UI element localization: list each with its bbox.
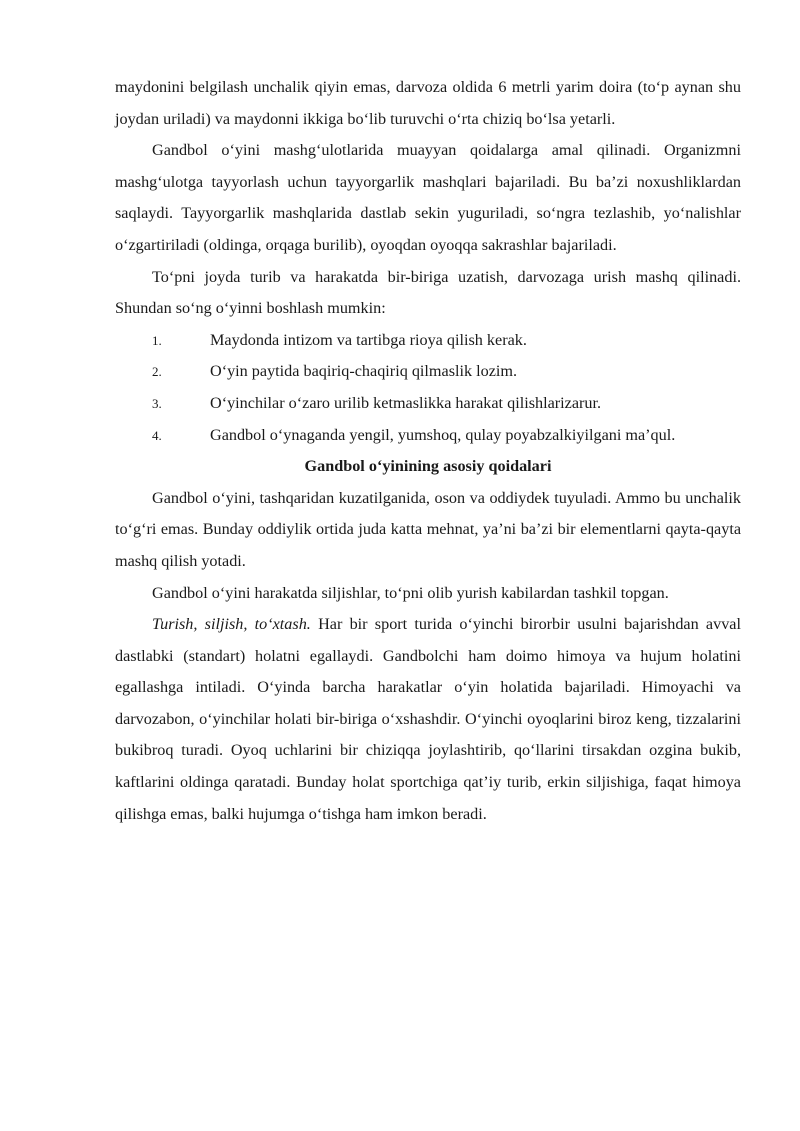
list-item-text: O‘yin paytida baqiriq-chaqiriq qilmaslik lozim. <box>210 362 518 381</box>
section-heading: Gandbol o‘yinining asosiy qoidalari <box>304 457 552 476</box>
list-item-number: 3. <box>152 395 162 411</box>
paragraph-game-elements: Gandbol o‘yini harakatda siljishlar, to‘pni olib yurish kabilardan tashkil topgan. <box>152 583 669 602</box>
list-item-number: 4. <box>152 427 162 443</box>
list-item-text: Gandbol o‘ynaganda yengil, yumshoq, qulay poyabzalkiyilgani ma’qul. <box>210 425 676 444</box>
list-item-number: 2. <box>152 364 162 380</box>
list-item <box>115 356 741 388</box>
list-item <box>115 388 741 420</box>
list-item-number: 1. <box>152 332 162 348</box>
list-item-text: Maydonda intizom va tartibga rioya qilish kerak. <box>210 330 527 349</box>
list-item-text: O‘yinchilar o‘zaro urilib ketmaslikka harakat qilishlarizarur. <box>210 393 602 412</box>
paragraph-training-rules: Gandbol o‘yini mashg‘ulotlarida muayyan qoidalarga amal qilinadi. Organizmni mashg‘ulotga tayyorlash uchun tayyorgarlik mashqlari bajariladi. Bu ba’zi noxushliklardan saqlaydi. Tayyorgarlik mashqlarida dastlab sekin yuguriladi, so‘ngra tezlashib, yo‘nalishlar o‘zgartiriladi (oldinga, orqaga burilib), oyoqdan oyoqqa sakrashlar bajariladi. <box>115 141 741 254</box>
stance-lead-term: Turish, siljish, to‘xtash. <box>152 615 311 634</box>
paragraph-stance <box>115 609 741 830</box>
list-item <box>115 420 741 452</box>
stance-body-text: Har bir sport turida o‘yinchi birorbir usulni bajarishdan avval dastlabki (standart) holatni egallaydi. Gandbolchi ham doimo himoya va hujum holatini egallashga intiladi. O‘yinda barcha harakatlar o‘yin holatida bajariladi. Himoyachi va darvozabon, o‘yinchilar holati bir-biriga o‘xshashdir. O‘yinchi oyoqlarini biroz keng, tizzalarini bukibroq turadi. Oyoq uchlarini bir chiziqqa joylashtirib, qo‘llarini tirsakdan ozgina bukib, kaftlarini oldinga qaratadi. Bunday holat sportchiga qat’iy turib, erkin siljishiga, faqat himoya qilishga emas, balki hujumga o‘tishga ham imkon beradi. <box>115 615 741 823</box>
paragraph-passing-drills: To‘pni joyda turib va harakatda bir-biriga uzatish, darvozaga urish mashq qilinadi. Shundan so‘ng o‘yinni boshlash mumkin: <box>115 267 741 318</box>
list-item <box>115 325 741 357</box>
document-page <box>115 72 741 830</box>
paragraph-field-marking: maydonini belgilash unchalik qiyin emas, darvoza oldida 6 metrli yarim doira (to‘p aynan shu joydan uriladi) va maydonni ikkiga bo‘lib turuvchi o‘rta chiziq bo‘lsa yetarli. <box>115 78 741 128</box>
paragraph-game-overview: Gandbol o‘yini, tashqaridan kuzatilganida, oson va oddiydek tuyuladi. Ammo bu unchalik to‘g‘ri emas. Bunday oddiylik ortida juda katta mehnat, ya’ni ba’zi bir elementlarni qayta-qayta mashq qilish yotadi. <box>115 488 741 570</box>
